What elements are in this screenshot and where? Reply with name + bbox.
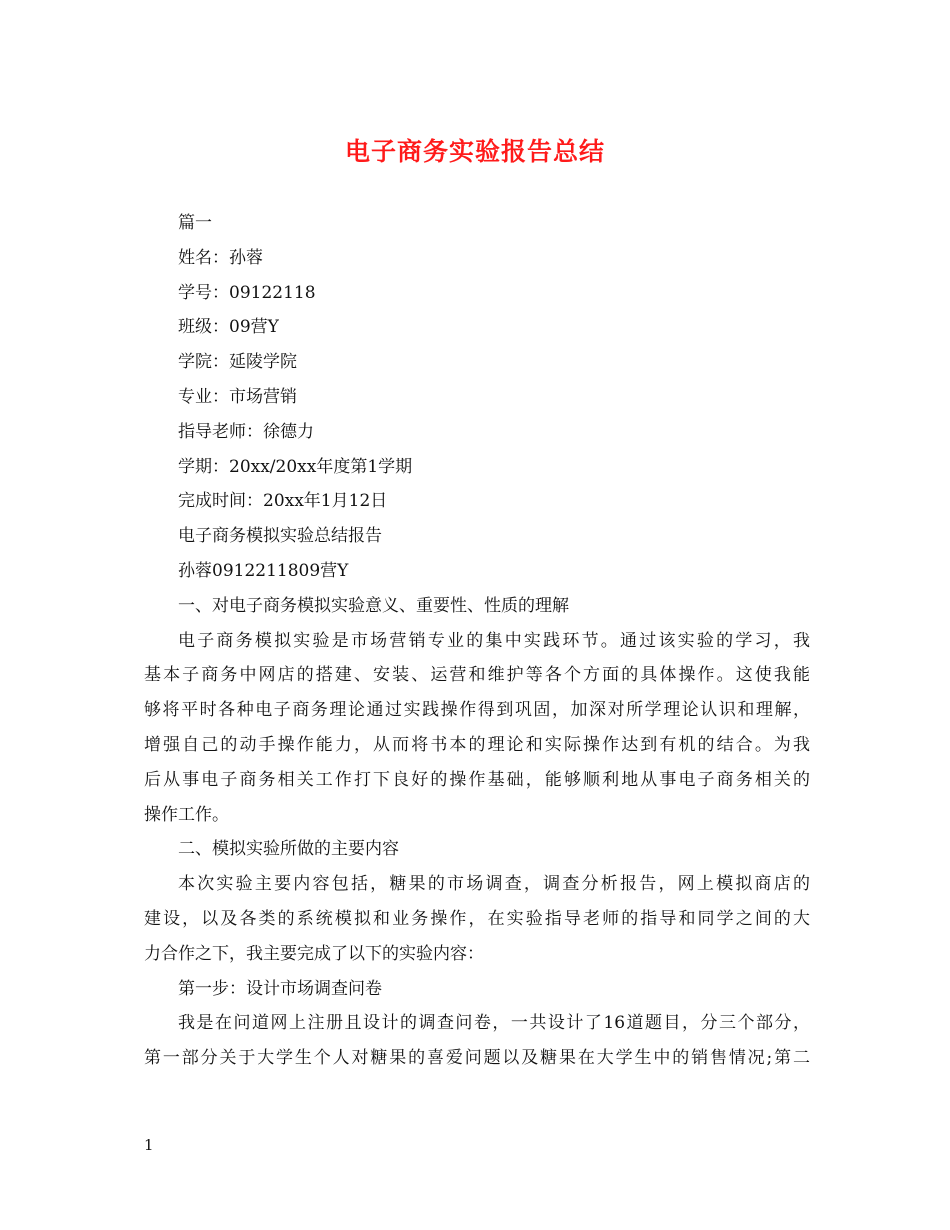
info-advisor: 指导老师：徐德力 [178,421,314,442]
info-college: 学院：延陵学院 [178,352,297,373]
info-term: 学期：20xx/20xx年度第1学期 [178,456,413,477]
info-major: 专业：市场营销 [178,386,297,407]
section-label: 篇一 [178,213,212,233]
paragraph-2-line: 本次实验主要内容包括，糖果的市场调查，调查分析报告，网上模拟商店的 [178,874,810,895]
paragraph-2-line: 建设，以及各类的系统模拟和业务操作，在实验指导老师的指导和同学之间的大 [144,908,810,929]
heading-1: 一、对电子商务模拟实验意义、重要性、性质的理解 [178,595,569,616]
author-line: 孙蓉0912211809营Y [178,560,349,581]
paragraph-1-line: 基本子商务中网店的搭建、安装、运营和维护等各个方面的具体操作。这使我能 [144,665,810,686]
paragraph-1-line: 增强自己的动手操作能力，从而将书本的理论和实际操作达到有机的结合。为我 [144,734,810,755]
paragraph-1-line: 后从事电子商务相关工作打下良好的操作基础，能够顺利地从事电子商务相关的 [144,769,810,790]
info-student-id: 学号：09122118 [178,282,316,303]
info-name: 姓名：孙蓉 [178,247,263,268]
paragraph-1-line: 操作工作。 [144,804,229,825]
paragraph-1-line: 够将平时各种电子商务理论通过实践操作得到巩固，加深对所学理论认识和理解， [144,700,810,721]
page-number: 1 [144,1136,154,1154]
info-class: 班级：09营Y [178,317,279,338]
step-1-heading: 第一步：设计市场调查问卷 [178,978,382,999]
info-completed: 完成时间：20xx年1月12日 [178,491,388,512]
paragraph-3-line: 我是在问道网上注册且设计的调查问卷，一共设计了16道题目，分三个部分， [178,1013,810,1034]
document-body [144,206,810,1076]
paragraph-3-line: 第一部分关于大学生个人对糖果的喜爱问题以及糖果在大学生中的销售情况;第二 [144,1048,810,1069]
report-title: 电子商务模拟实验总结报告 [178,526,382,547]
paragraph-2-line: 力合作之下，我主要完成了以下的实验内容： [144,943,484,964]
document-title: 电子商务实验报告总结 [344,137,605,166]
paragraph-1-line: 电子商务模拟实验是市场营销专业的集中实践环节。通过该实验的学习，我 [178,630,810,651]
heading-2: 二、模拟实验所做的主要内容 [178,839,399,860]
